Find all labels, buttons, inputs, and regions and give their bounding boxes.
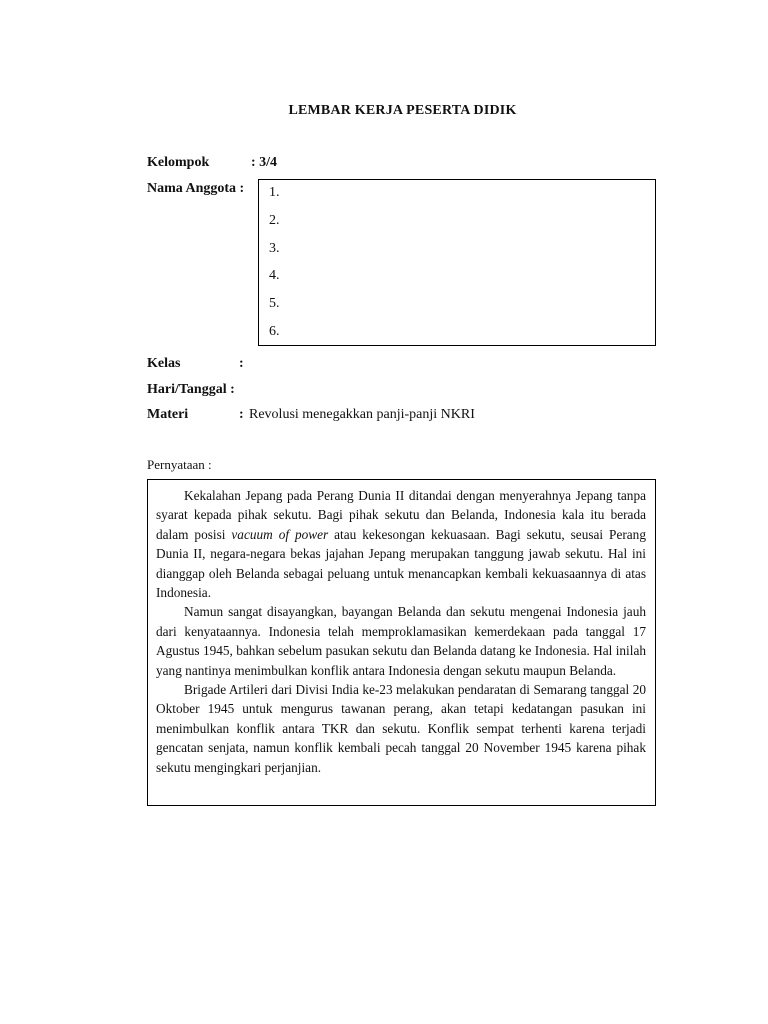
member-item-6: 6. [269, 324, 280, 339]
pernyataan-label: Pernyataan : [147, 457, 212, 472]
statement-text [156, 486, 646, 777]
member-item-4: 4. [269, 268, 280, 283]
member-item-1: 1. [269, 185, 280, 200]
statement-paragraph-1 [156, 486, 646, 602]
nama-anggota-label: Nama Anggota : [147, 181, 245, 196]
statement-p1-end: atau kekesongan kekuasaan. Bagi sekutu, seusai Perang Dunia II, negara-negara bekas jajahan Jepang merupakan tanggung jawab sekutu. Hal ini dianggap oleh Belanda sebagai peluang untuk menancapkan kembali kekuasaannya di atas Indonesia. [156, 526, 646, 601]
materi-value: Revolusi menegakkan panji-panji NKRI [249, 407, 475, 422]
materi-colon: : [239, 407, 244, 422]
statement-paragraph-2: Namun sangat disayangkan, bayangan Belanda dan sekutu mengenai Indonesia jauh dari kenyataannya. Indonesia telah memproklamasikan kemerdekaan pada tanggal 17 Agustus 1945, bahkan sebelum pasukan sekutu dan Belanda datang ke Indonesia. Hal inilah yang nantinya menimbulkan konflik antara Indonesia dengan sekutu maupun Belanda. [156, 604, 646, 678]
member-item-2: 2. [269, 213, 280, 228]
kelompok-label: Kelompok [147, 155, 210, 170]
statement-paragraph-3: Brigade Artileri dari Divisi India ke-23 melakukan pendaratan di Semarang tanggal 20 Oktober 1945 untuk mengurus tawanan perang, akan tetapi kedatangan pasukan ini menimbulkan konflik antara TKR dan sekutu. Konflik sempat terhenti karena terjadi gencatan senjata, namun konflik kembali pecah tanggal 20 November 1945 karena pihak sekutu mengingkari perjanjian. [156, 682, 646, 775]
kelas-label: Kelas [147, 356, 181, 371]
statement-box [147, 479, 656, 806]
kelompok-value: : 3/4 [251, 155, 278, 170]
materi-label: Materi [147, 407, 189, 422]
statement-p1-start: Kekalahan Jepang pada Perang Dunia II ditandai dengan menyerahnya Jepang tanpa syarat kepada pihak sekutu. Bagi pihak sekutu dan Belanda, Indonesia kala itu berada dalam posisi [156, 488, 646, 542]
statement-p1-emphasis: vacuum of power [231, 526, 329, 542]
worksheet-title: LEMBAR KERJA PESERTA DIDIK [288, 103, 517, 118]
member-item-5: 5. [269, 296, 280, 311]
kelas-colon: : [239, 356, 244, 371]
member-list-box[interactable] [258, 179, 656, 346]
member-item-3: 3. [269, 241, 280, 256]
hari-tanggal-label: Hari/Tanggal : [147, 382, 235, 397]
